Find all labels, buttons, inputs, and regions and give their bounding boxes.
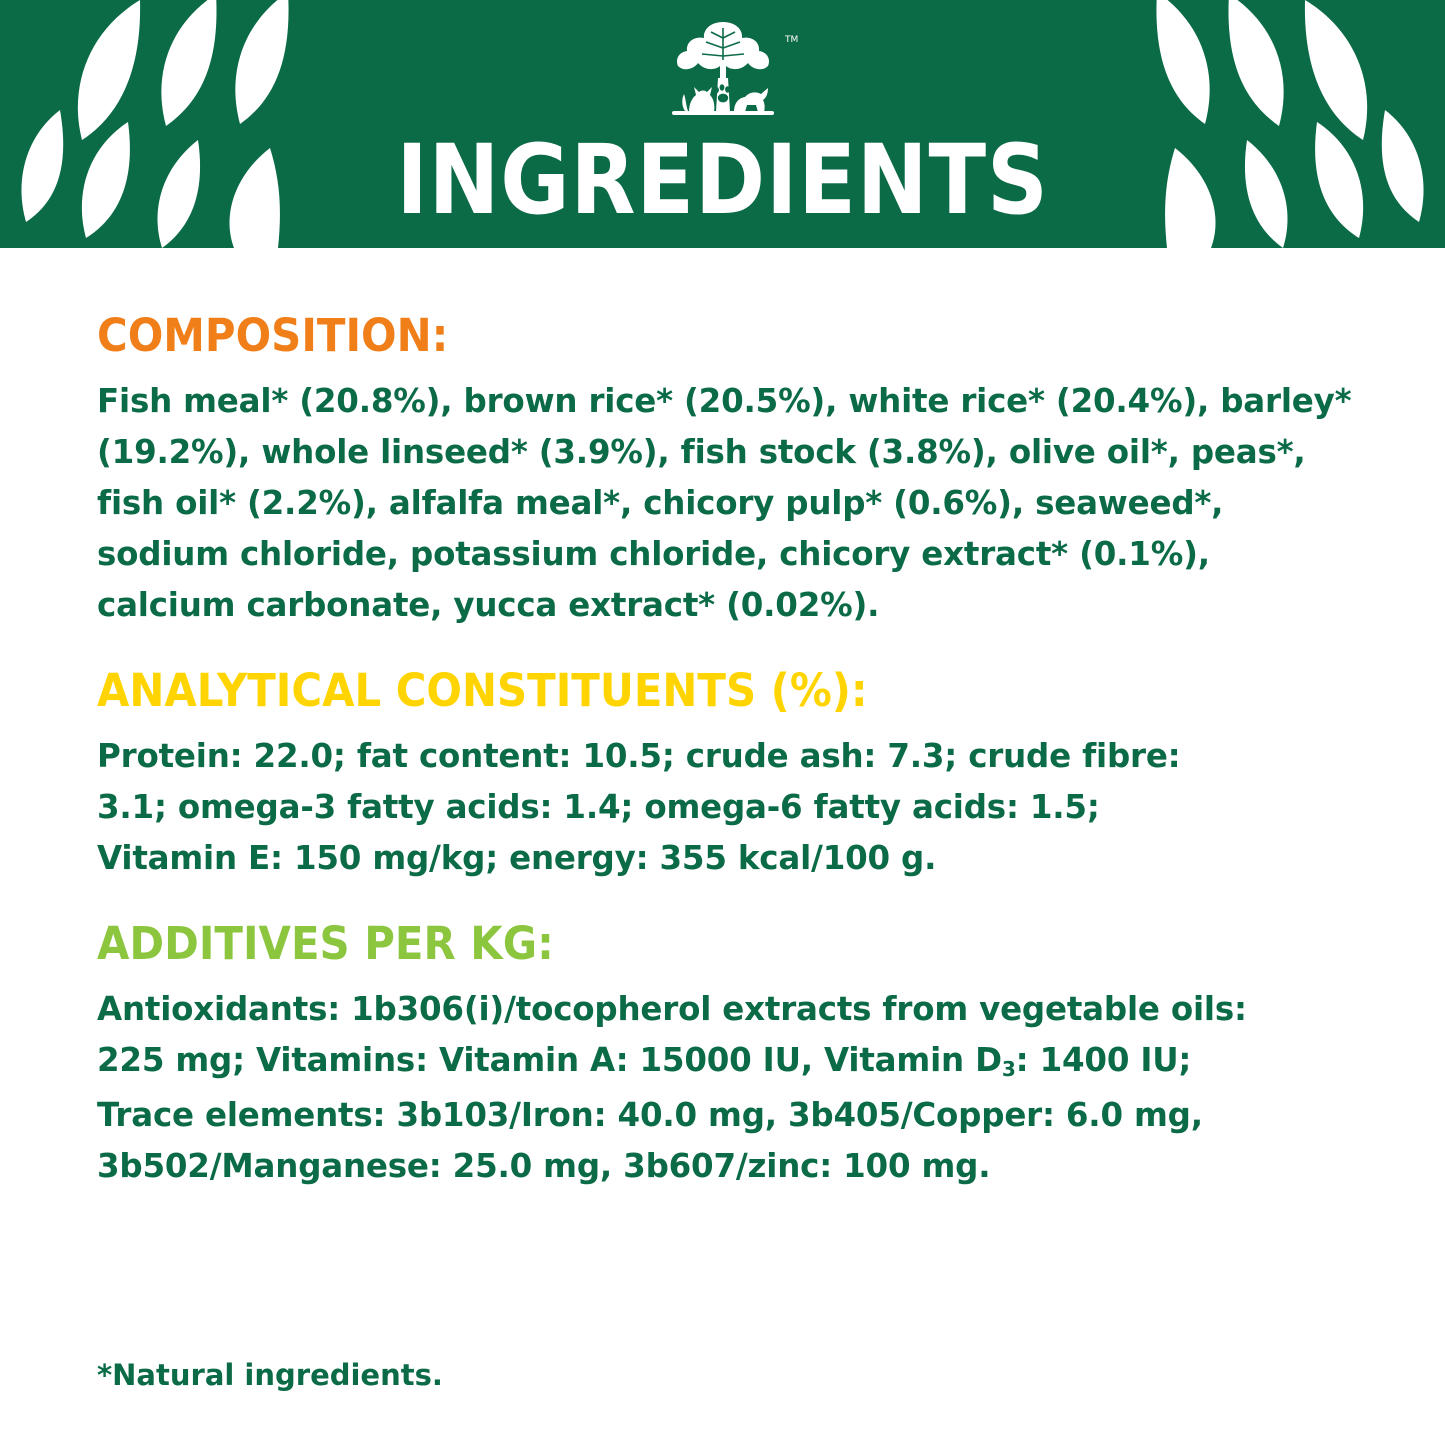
analytical-constituents-heading: ANALYTICAL CONSTITUENTS (%): (97, 664, 868, 717)
ingredients-content (97, 310, 1352, 1226)
page-title: INGREDIENTS (396, 124, 1049, 236)
additives-heading: ADDITIVES PER KG: (97, 917, 554, 970)
composition-heading: COMPOSITION: (97, 309, 449, 362)
analytical-constituents-body: Protein: 22.0; fat content: 10.5; crude ash: 7.3; crude fibre: 3.1; omega-3 fatty acids: 1.4; omega-6 fatty acids: 1.5; Vitamin E: 150 mg/kg; energy: 355 kcal/100 g. (97, 737, 1181, 877)
additives-body-part1: Antioxidants: 1b306(i)/tocopherol extracts from vegetable oils: 225 mg; Vitamins: Vitamin A: 15000 IU, Vitamin D (97, 990, 1247, 1079)
analytical-constituents-section (97, 665, 1352, 884)
composition-body: Fish meal* (20.8%), brown rice* (20.5%), white rice* (20.4%), barley* (19.2%), whole linseed* (3.9%), fish stock (3.8%), olive oil*, peas*, fish oil* (2.2%), alfalfa meal*, chicory pulp* (0.6%), seaweed*, sodium chloride, potassium chloride, chicory extract* (0.1%), calcium carbonate, yucca extract* (0.02%). (97, 382, 1352, 624)
composition-section (97, 310, 1352, 631)
trademark-symbol: TM (784, 35, 798, 45)
vitamin-d3-subscript: 3 (1001, 1057, 1016, 1082)
brand-logo (648, 16, 798, 131)
additives-body-part2: : 1400 IU; Trace elements: 3b103/Iron: 40.0 mg, 3b405/Copper: 6.0 mg, 3b502/Manganese: 25.0 mg, 3b607/zinc: 100 mg. (97, 1041, 1203, 1185)
tree-with-cat-and-dog-icon (648, 16, 798, 131)
natural-ingredients-footnote: *Natural ingredients. (97, 1358, 443, 1392)
additives-section (97, 918, 1352, 1192)
header-band (0, 0, 1445, 248)
additives-body (97, 984, 1277, 1192)
